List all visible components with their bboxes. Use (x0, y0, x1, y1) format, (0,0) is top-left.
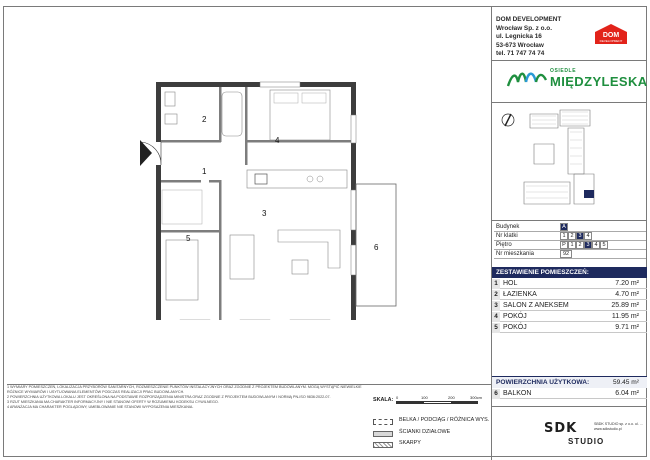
estate-divider (491, 102, 647, 103)
exterior-walls (156, 82, 356, 320)
room-number: 1 (492, 279, 500, 289)
info-cell: A (560, 223, 568, 231)
info-cell: 2 (576, 241, 584, 249)
scale-tick: 300cm (470, 395, 483, 400)
room-area: 11.95 m² (611, 313, 639, 320)
legend-swatch (373, 419, 393, 425)
room-name: ŁAZIENKA (503, 291, 537, 298)
info-cell: 92 (560, 250, 572, 258)
balcony-row (492, 389, 647, 399)
info-cell: 5 (600, 241, 608, 249)
info-cell: 3 (576, 232, 584, 240)
total-area-value: 59.45 m² (612, 379, 639, 386)
info-cell: 4 (584, 232, 592, 240)
room-area: 4.70 m² (615, 291, 639, 298)
studio-note: SBDK STUDIO sp. z o.o. ul. ... www.sdkstudio.pl (594, 422, 643, 431)
info-row (494, 223, 644, 232)
info-row (494, 241, 644, 250)
keyplan-highlight (584, 190, 594, 198)
estate-name: MIĘDZYLESKA (550, 74, 648, 89)
svg-text:DEVELOPMENT: DEVELOPMENT (599, 39, 623, 43)
legend-swatch (373, 431, 393, 437)
estate-emblem-icon (506, 68, 548, 90)
room-number: 3 (492, 301, 500, 311)
company-city: 53-673 Wrocław (496, 41, 544, 49)
info-cell: 3 (584, 241, 592, 249)
rooms-heading: ZESTAWIENIE POMIESZCZEŃ: (492, 267, 647, 278)
info-cell: 1 (568, 241, 576, 249)
key-plan (494, 104, 644, 220)
legend-label: SKARPY (399, 440, 421, 446)
plan-room-label: 1 (202, 167, 207, 176)
balcony-area: 6.04 m² (615, 390, 639, 397)
estate-prefix: OSIEDLE (550, 68, 577, 74)
note-line: 1 WYMIARY POMIESZCZEŃ, LOKALIZACJA PRZYBORÓW SANITARNYCH, ROZMIESZCZENIE PUNKTÓW INSTALACYJNYCH ORAZ ZGODNIE Z PROJEKTEM BUDOWLANYM. MOGĄ WYSTĄPIĆ NIEWIELKIE RÓŻNICE WYMIARÓW I USYTUOWANIA ELEMENTÓW PODCZAS REALIZACJI PRAC BUDOWLANYCH. (7, 385, 362, 395)
keyplan-divider (491, 220, 647, 221)
company-contact (496, 16, 561, 59)
plan-room-label: 3 (262, 209, 267, 218)
company-entity: Wrocław Sp. z o.o. (496, 24, 552, 32)
room-name: SALON Z ANEKSEM (503, 302, 569, 309)
company-name: DOM DEVELOPMENT (496, 16, 562, 23)
room-row (492, 312, 647, 322)
room-row (492, 301, 647, 311)
info-label: Piętro (496, 242, 512, 248)
note-line: 2 POWIERZCHNIA UŻYTKOWA LOKALU JEST OKREŚLONA NA PODSTAWIE ROZPORZĄDZENIA MINISTRA ORAZ ZGODNIE Z PROJEKTEM BUDOWLANYM I NORMĄ PN-ISO 9836:2022-07. (7, 395, 331, 400)
room-number: 2 (492, 290, 500, 300)
room-number: 5 (492, 323, 500, 333)
room-row (492, 279, 647, 289)
room-name: HOL (503, 280, 518, 287)
room-row (492, 290, 647, 300)
info-cell: P (560, 241, 568, 249)
sdk-studio-name: STUDIO (568, 437, 605, 446)
floor-plan (120, 30, 400, 320)
scale-tick: 100 (421, 395, 428, 400)
room-name: POKÓJ (503, 324, 527, 331)
legend-label: BELKA / PODCIĄG / RÓŻNICA WYS. (399, 417, 490, 423)
info-label: Nr mieszkania (496, 251, 535, 257)
sdk-logo-mark: SDK (544, 421, 578, 436)
info-label: Nr klatki (496, 233, 518, 239)
balcony-number: 6 (492, 389, 500, 399)
room-row (492, 323, 647, 333)
plan-room-label: 2 (202, 115, 207, 124)
footer-divider (491, 406, 647, 407)
header-divider (491, 60, 647, 61)
room-number: 4 (492, 312, 500, 322)
info-row (494, 232, 644, 241)
balcony-name: BALKON (503, 390, 532, 397)
info-cell: 1 (560, 232, 568, 240)
note-line: 4 ARANŻACJA MA CHARAKTER POGLĄDOWY, UMEBLOWANIE NIE STANOWI WYPOSAŻENIA MIESZKANIA. (7, 405, 194, 410)
legend-swatch (373, 442, 393, 448)
notes-block (7, 385, 367, 410)
company-street: ul. Legnicka 16 (496, 33, 542, 41)
company-phone: tel. 71 747 74 74 (496, 50, 545, 58)
room-area: 7.20 m² (615, 280, 639, 287)
scale-tick: 0 (396, 395, 399, 400)
scale-tick: 200 (448, 395, 455, 400)
total-area-label: POWIERZCHNIA UŻYTKOWA: (496, 379, 590, 386)
svg-text:DOM: DOM (602, 32, 620, 39)
scale-bar (396, 395, 483, 405)
dom-development-logo (594, 23, 628, 45)
plan-room-label: 4 (275, 136, 280, 145)
plan-room-label: 5 (186, 234, 191, 243)
plan-room-label: 6 (374, 243, 379, 252)
interior-walls (161, 87, 351, 320)
note-line: 3 RZUT MIESZKANIA MA CHARAKTER INFORMACYJNY I NIE STANOWI OFERTY W ROZUMIENIU KODEKSU CYWILNEGO. (7, 400, 219, 405)
legend-label: ŚCIANKI DZIAŁOWE (399, 428, 451, 435)
total-area-row (492, 376, 647, 388)
scale-label: SKALA: (373, 397, 394, 403)
entrance-arrow-icon (140, 140, 152, 166)
room-area: 25.89 m² (611, 302, 639, 309)
info-label: Budynek (496, 224, 520, 230)
info-cell: 2 (568, 232, 576, 240)
room-area: 9.71 m² (615, 324, 639, 331)
info-cell: 4 (592, 241, 600, 249)
room-name: POKÓJ (503, 313, 527, 320)
info-row (494, 250, 644, 259)
